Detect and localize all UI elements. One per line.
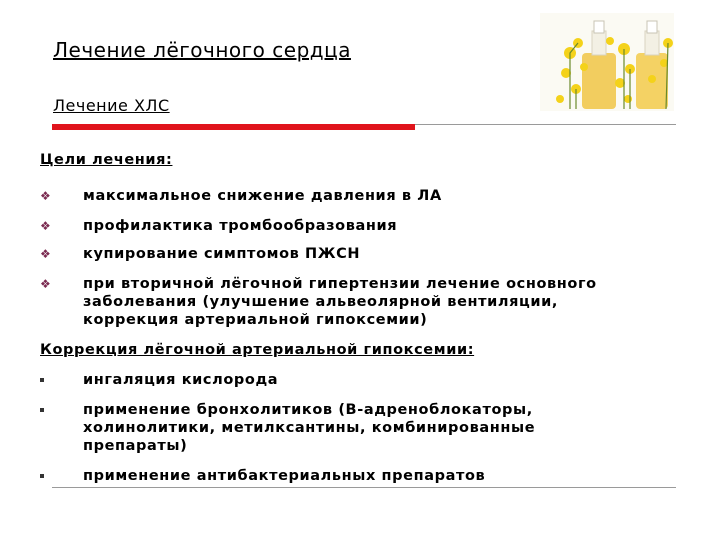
diamond-bullet-icon: ❖ (40, 189, 52, 203)
slide-title: Лечение лёгочного сердца (53, 38, 351, 62)
correction-text: применение бронхолитиков (В-адреноблокаторы, холинолитики, метилксантины, комбинированные препараты) (83, 402, 536, 454)
diamond-bullet-icon: ❖ (40, 219, 52, 233)
rapeseed-bottles-image (540, 13, 674, 111)
square-bullet-icon (40, 408, 44, 412)
square-bullet-icon (40, 378, 44, 382)
square-bullet-icon (40, 474, 44, 478)
correction-heading: Коррекция лёгочной артериальной гипоксемии: (40, 342, 475, 358)
diamond-bullet-icon: ❖ (40, 277, 52, 291)
footer-divider (52, 487, 676, 488)
goal-text: максимальное снижение давления в ЛА (83, 188, 442, 204)
rapeseed-oil-bottles-icon (540, 13, 674, 111)
diamond-bullet-icon: ❖ (40, 247, 52, 261)
slide-subtitle: Лечение ХЛС (53, 96, 170, 115)
goal-text: при вторичной лёгочной гипертензии лечение основного заболевания (улучшение альвеолярной вентиляции, коррекция артериальной гипоксемии) (83, 276, 597, 328)
goal-text: купирование симптомов ПЖСН (83, 246, 361, 262)
goal-text: профилактика тромбообразования (83, 218, 398, 234)
correction-text: применение антибактериальных препаратов (83, 468, 486, 484)
accent-bar (52, 124, 415, 130)
goals-heading: Цели лечения: (40, 152, 173, 168)
correction-text: ингаляция кислорода (83, 372, 279, 388)
